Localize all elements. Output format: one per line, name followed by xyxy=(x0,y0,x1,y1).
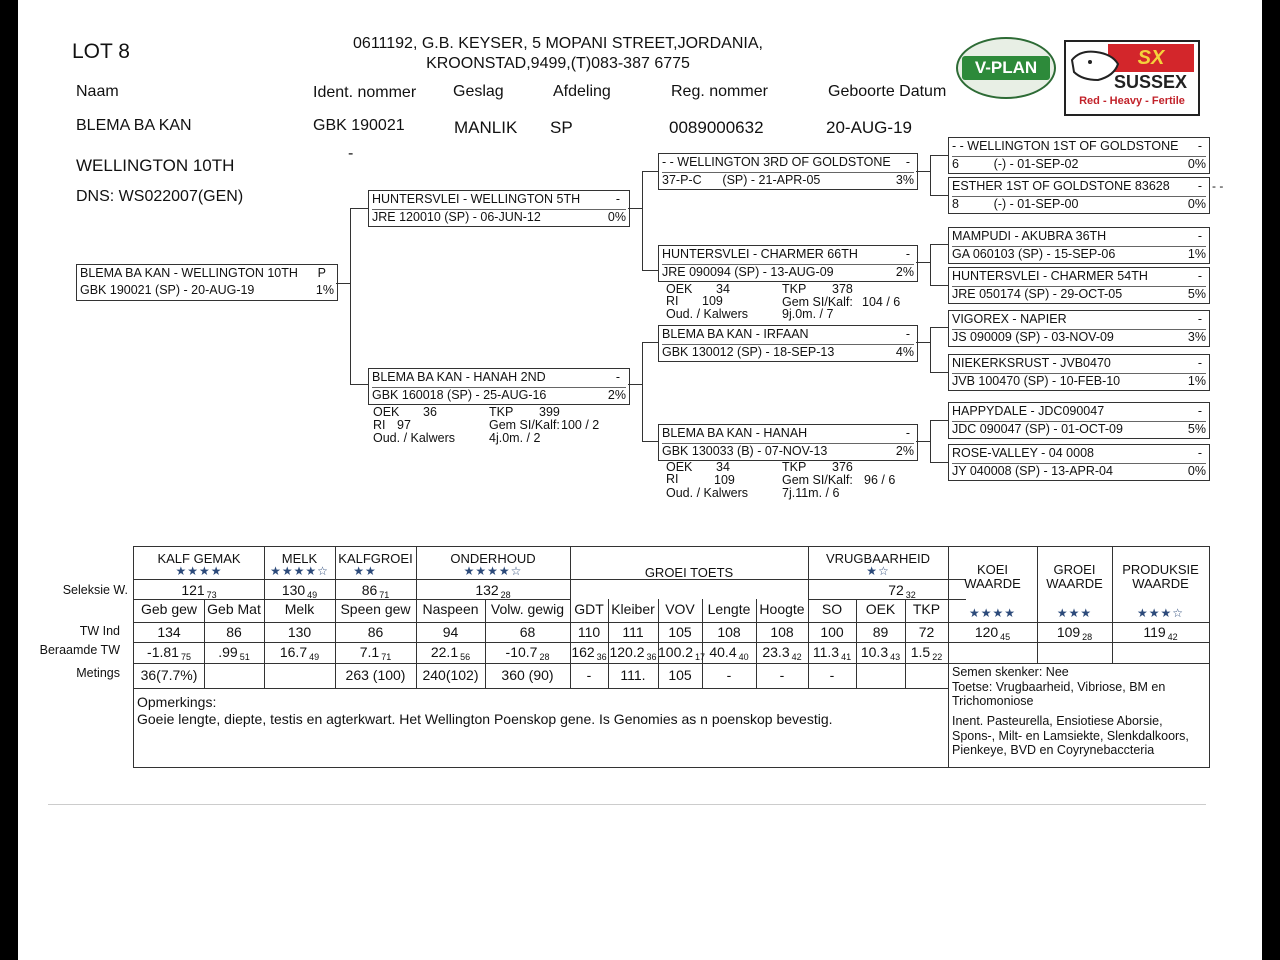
pedigree-flag: - xyxy=(905,426,910,440)
pedigree-info: JS 090009 (SP) - 03-NOV-09 xyxy=(952,330,1114,344)
tw-ind-cell: 68 xyxy=(519,624,536,640)
beraamde-tw-cell: 22.1 $_{56}$ xyxy=(430,644,471,662)
column-header: OEK xyxy=(865,601,896,617)
pedigree-flag: - xyxy=(615,370,620,384)
produksie-waarde-label-1: PRODUKSIE xyxy=(1122,562,1199,577)
pedigree-pct: 3% xyxy=(1187,330,1206,344)
pedigree-dam-dam xyxy=(658,424,918,461)
stars-koei-waarde-icon: ★★★★ xyxy=(968,606,1017,620)
note-semen: Semen skenker: Nee xyxy=(952,665,1069,679)
note-toetse-2: Trichomoniose xyxy=(952,694,1034,708)
pedigree-name: HAPPYDALE - JDC090047 xyxy=(952,404,1105,418)
stars-groei-waarde-icon: ★★★ xyxy=(1056,606,1093,620)
group-groei-toets: GROEI TOETS xyxy=(644,565,734,580)
owner-line-1: 0611192, G.B. KEYSER, 5 MOPANI STREET,JORDANIA, xyxy=(353,35,763,52)
group-onderhoud: ONDERHOUD xyxy=(450,551,536,566)
pedigree-info: JRE 120010 (SP) - 06-JUN-12 xyxy=(372,210,541,224)
tw-ind-cell: 111 xyxy=(622,624,644,640)
pedigree-flag: - xyxy=(1197,179,1202,193)
opmerkings-label: Opmerkings: xyxy=(137,694,217,710)
pedigree-pct: 2% xyxy=(607,388,626,402)
owner-line-2: KROONSTAD,9499,(T)083-387 6775 xyxy=(426,55,690,72)
pedigree-pct: 1% xyxy=(1187,374,1206,388)
stars-melk-icon: ★★★★☆ xyxy=(270,564,329,578)
pedigree-flag: - xyxy=(905,327,910,341)
stat-label: Gem SI/Kalf: xyxy=(782,473,853,487)
sel-melk: 130 $_{49}$ xyxy=(281,582,318,600)
koei-waarde-label-2: WAARDE xyxy=(964,576,1021,591)
pedigree-g3-6 xyxy=(948,354,1210,391)
sussex-logo xyxy=(1064,40,1200,116)
pedigree-g3-2 xyxy=(948,177,1210,214)
produksie-waarde-label-2: WAARDE xyxy=(1132,576,1189,591)
stat-value: 109 xyxy=(702,294,723,308)
pedigree-pct: 0% xyxy=(1187,157,1206,171)
tw-ind-cell: 94 xyxy=(442,624,459,640)
column-header: SO xyxy=(821,601,843,617)
header-naam: Naam xyxy=(76,83,119,100)
pedigree-name: BLEMA BA KAN - HANAH xyxy=(662,426,808,440)
header-afdeling: Afdeling xyxy=(553,83,611,100)
note-inent-3: Pienkeye, BVD en Coyrynebaccteria xyxy=(952,743,1155,757)
tw-ind-cell: 134 xyxy=(157,624,181,640)
stat-label: OEK xyxy=(666,460,693,474)
note-inent-1: Inent. Pasteurella, Ensiotiese Aborsie, xyxy=(952,714,1163,728)
pedigree-name: MAMPUDI - AKUBRA 36TH xyxy=(952,229,1107,243)
column-header: Naspeen xyxy=(422,601,479,617)
pedigree-g3-1 xyxy=(948,137,1210,174)
pedigree-dam-sire xyxy=(658,325,918,362)
column-header: Volw. gewig xyxy=(490,601,565,617)
pedigree-name: HUNTERSVLEI - CHARMER 54TH xyxy=(952,269,1148,283)
pedigree-name: NIEKERKSRUST - JVB0470 xyxy=(952,356,1111,370)
tw-ind-cell: 108 xyxy=(717,624,741,640)
pedigree-name: - - WELLINGTON 3RD OF GOLDSTONE xyxy=(662,155,891,169)
column-header: Lengte xyxy=(707,601,751,617)
pedigree-flag: - xyxy=(905,155,910,169)
stat-value: 399 xyxy=(539,405,560,419)
pedigree-pct: 5% xyxy=(1187,422,1206,436)
beraamde-tw-cell: .99 $_{51}$ xyxy=(218,644,250,662)
stat-label: Oud. / Kalwers xyxy=(373,431,455,445)
column-header: Kleiber xyxy=(611,601,655,617)
pedigree-info: JVB 100470 (SP) - 10-FEB-10 xyxy=(952,374,1121,388)
tw-ind-cell: 130 xyxy=(287,624,312,640)
column-header: GDT xyxy=(574,601,604,617)
sel-vrugbaarheid: 72 $_{32}$ xyxy=(888,582,916,600)
stat-value: 97 xyxy=(397,418,411,432)
pedigree-pct: 4% xyxy=(895,345,914,359)
tw-ind-cell: 110 xyxy=(577,624,601,640)
sussex-tagline: Red - Heavy - Fertile xyxy=(1079,95,1185,107)
sale-catalogue-page xyxy=(18,0,1262,960)
stat-value: 9j.0m. / 7 xyxy=(782,307,834,321)
pedigree-flag: - xyxy=(1197,139,1202,153)
animal-naam: BLEMA BA KAN xyxy=(76,117,192,134)
beraamde-tw-cell: 120.2 $_{36}$ xyxy=(609,644,657,662)
column-header: Melk xyxy=(284,601,315,617)
pedigree-g3-7 xyxy=(948,402,1210,439)
stat-label: OEK xyxy=(666,282,693,296)
beraamde-tw-cell: 16.7 $_{49}$ xyxy=(279,644,320,662)
beraamde-tw-cell: 7.1 $_{71}$ xyxy=(359,644,392,662)
header-ident: Ident. nommer xyxy=(313,84,417,101)
vplan-logo-text: V-PLAN xyxy=(962,56,1050,80)
pedigree-name: BLEMA BA KAN - IRFAAN xyxy=(662,327,809,341)
koei-waarde-tw: 120 $_{45}$ xyxy=(974,624,1011,642)
opmerkings-text: Goeie lengte, diepte, testis en agterkwart. Het Wellington Poenskop gene. Is Genomies as n poenskop bevestig. xyxy=(137,711,833,727)
stars-produksie-waarde-icon: ★★★☆ xyxy=(1136,606,1185,620)
stat-label: Gem SI/Kalf: xyxy=(782,295,853,309)
sel-kalfgroei: 86 $_{71}$ xyxy=(361,582,390,600)
pedigree-info: JDC 090047 (SP) - 01-OCT-09 xyxy=(952,422,1123,436)
pedigree-info: 6 (-) - 01-SEP-02 xyxy=(952,157,1079,171)
stat-label: TKP xyxy=(782,460,807,474)
bottom-divider xyxy=(48,804,1206,805)
pedigree-info: JRE 090094 (SP) - 13-AUG-09 xyxy=(662,265,834,279)
row-label-beraamde-tw: Beraamde TW xyxy=(39,643,120,657)
tw-ind-cell: 86 xyxy=(367,624,384,640)
stat-label: TKP xyxy=(489,405,514,419)
pedigree-flag: - xyxy=(1197,356,1202,370)
pedigree-pct: 2% xyxy=(895,444,914,458)
pedigree-info: 8 (-) - 01-SEP-00 xyxy=(952,197,1079,211)
beraamde-tw-cell: 162 $_{36}$ xyxy=(571,644,607,662)
produksie-waarde-tw: 119 $_{42}$ xyxy=(1143,624,1178,642)
tw-ind-cell: 108 xyxy=(770,624,794,640)
metings-cell: 263 (100) xyxy=(345,667,406,683)
animal-ident: GBK 190021 xyxy=(313,117,405,134)
pedigree-sire-dam xyxy=(658,245,918,282)
pedigree-flag: - xyxy=(615,192,620,206)
stat-value: 4j.0m. / 2 xyxy=(489,431,541,445)
metings-cell: 360 (90) xyxy=(501,667,554,683)
groei-waarde-tw: 109 $_{28}$ xyxy=(1056,624,1093,642)
tw-ind-cell: 105 xyxy=(668,624,692,640)
note-toetse-1: Toetse: Vrugbaarheid, Vibriose, BM en xyxy=(952,680,1166,694)
pedigree-pct: 0% xyxy=(1187,197,1206,211)
stat-value: 100 / 2 xyxy=(561,418,600,432)
stat-label: Gem SI/Kalf: xyxy=(489,418,560,432)
header-geboorte: Geboorte Datum xyxy=(828,83,947,100)
stat-value: 104 / 6 xyxy=(862,295,901,309)
groei-waarde-label-1: GROEI xyxy=(1053,562,1096,577)
sel-onderhoud: 132 $_{28}$ xyxy=(475,582,511,600)
metings-cell: 105 xyxy=(668,667,692,683)
lot-number: LOT 8 xyxy=(72,40,130,63)
stat-value: 34 xyxy=(716,460,730,474)
pedigree-g3-8 xyxy=(948,444,1210,481)
header-reg: Reg. nommer xyxy=(671,83,768,100)
metings-cell: - xyxy=(779,667,785,683)
pedigree-name: BLEMA BA KAN - HANAH 2ND xyxy=(372,370,546,384)
animal-ident-dash: - xyxy=(348,145,354,162)
animal-afdeling: SP xyxy=(550,118,573,137)
pedigree-name: ESTHER 1ST OF GOLDSTONE 83628 xyxy=(952,179,1170,193)
beraamde-tw-cell: 40.4 $_{40}$ xyxy=(709,644,749,662)
stat-value: 378 xyxy=(832,282,853,296)
animal-name-big: WELLINGTON 10TH xyxy=(76,156,235,175)
pedigree-flag: P xyxy=(317,266,326,280)
pedigree-name: BLEMA BA KAN - WELLINGTON 10TH xyxy=(80,266,298,280)
pedigree-sire xyxy=(368,190,630,227)
pedigree-g3-4 xyxy=(948,267,1210,304)
beraamde-tw-cell: 1.5 $_{22}$ xyxy=(910,644,943,662)
metings-cell: 36(7.7%) xyxy=(140,667,198,683)
metings-cell: - xyxy=(726,667,732,683)
stat-value: 96 / 6 xyxy=(864,473,896,487)
beraamde-tw-cell: 10.3 $_{43}$ xyxy=(860,644,901,662)
stars-kalfgroei-icon: ★★ xyxy=(353,564,377,578)
pedigree-sire-sire xyxy=(658,153,918,190)
sussex-logo-text: SUSSEX xyxy=(1114,72,1188,92)
animal-geslag: MANLIK xyxy=(454,118,518,137)
groei-waarde-label-2: WAARDE xyxy=(1046,576,1103,591)
pedigree-pct: 2% xyxy=(895,265,914,279)
pedigree-name: ROSE-VALLEY - 04 0008 xyxy=(952,446,1094,460)
tw-ind-cell: 72 xyxy=(918,624,935,640)
pedigree-name: HUNTERSVLEI - CHARMER 66TH xyxy=(662,247,858,261)
beraamde-tw-cell: -10.7 $_{28}$ xyxy=(505,644,550,662)
stat-label: RI xyxy=(666,472,679,486)
animal-reg: 0089000632 xyxy=(669,118,764,137)
group-melk: MELK xyxy=(281,551,318,566)
stat-label: OEK xyxy=(373,405,400,419)
metings-cell: - xyxy=(586,667,592,683)
metings-cell: 111. xyxy=(620,667,646,683)
pedigree-g3-5 xyxy=(948,310,1210,347)
stat-label: TKP xyxy=(782,282,807,296)
pedigree-flag: - xyxy=(1197,269,1202,283)
pedigree-info: 37-P-C (SP) - 21-APR-05 xyxy=(662,173,821,187)
pedigree-info: GBK 130033 (B) - 07-NOV-13 xyxy=(662,444,828,458)
tw-ind-cell: 100 xyxy=(820,624,844,640)
dam-stats xyxy=(373,406,623,446)
group-vrugbaarheid: VRUGBAARHEID xyxy=(825,551,931,566)
pedigree-name: - - WELLINGTON 1ST OF GOLDSTONE xyxy=(952,139,1179,153)
beraamde-tw-cell: 100.2 $_{17}$ xyxy=(658,644,706,662)
column-header: Speen gew xyxy=(340,601,411,617)
pedigree-flag: - xyxy=(1197,404,1202,418)
pedigree-name: HUNTERSVLEI - WELLINGTON 5TH xyxy=(372,192,581,206)
column-header: Hoogte xyxy=(759,601,805,617)
tw-ind-cell: 89 xyxy=(872,624,889,640)
stat-label: RI xyxy=(373,418,386,432)
stars-vrugbaarheid-icon: ★☆ xyxy=(866,564,890,578)
stat-label: Oud. / Kalwers xyxy=(666,307,748,321)
stat-value: 109 xyxy=(714,473,735,487)
beraamde-tw-cell: 11.3 $_{41}$ xyxy=(812,644,852,662)
header-geslag: Geslag xyxy=(453,83,504,100)
stat-label: Oud. / Kalwers xyxy=(666,486,748,500)
stars-onderhoud-icon: ★★★★☆ xyxy=(463,564,523,578)
pedigree-flag: - xyxy=(1197,446,1202,460)
tw-ind-cell: 86 xyxy=(226,624,242,640)
row-label-metings: Metings xyxy=(76,666,120,680)
beraamde-tw-cell: 23.3 $_{42}$ xyxy=(762,644,802,662)
note-inent-2: Spons-, Milt- en Lamsiekte, Slenkdalkoors, xyxy=(952,729,1189,743)
vplan-logo xyxy=(956,37,1056,99)
animal-geboorte: 20-AUG-19 xyxy=(826,118,912,137)
column-header: Geb gew xyxy=(140,601,198,617)
group-kalf-gemak: KALF GEMAK xyxy=(157,551,241,566)
pedigree-info: GBK 130012 (SP) - 18-SEP-13 xyxy=(662,345,835,359)
column-header: Geb Mat xyxy=(207,601,261,617)
stat-value: 7j.11m. / 6 xyxy=(782,486,840,500)
metings-cell: 240(102) xyxy=(422,667,479,683)
koei-waarde-label-1: KOEI xyxy=(976,562,1009,577)
pedigree-name: VIGOREX - NAPIER xyxy=(952,312,1067,326)
pedigree-g3-3 xyxy=(948,227,1210,264)
pedigree-dam xyxy=(368,368,630,405)
pedigree-info: JY 040008 (SP) - 13-APR-04 xyxy=(952,464,1113,478)
column-header: TKP xyxy=(912,601,941,617)
stars-kalf-gemak-icon: ★★★★ xyxy=(175,564,223,578)
g3-extra-dashes: - - xyxy=(1212,179,1224,193)
pedigree-info: JRE 050174 (SP) - 29-OCT-05 xyxy=(952,287,1123,301)
pedigree-self xyxy=(76,264,338,301)
pedigree-pct: 1% xyxy=(1187,247,1206,261)
animal-dns: DNS: WS022007(GEN) xyxy=(76,188,244,205)
sussex-sx-mark: SX xyxy=(1108,44,1194,72)
pedigree-flag: - xyxy=(1197,312,1202,326)
dam-dam-stats xyxy=(666,461,916,501)
pedigree-pct: 0% xyxy=(607,210,626,224)
breeding-values-table xyxy=(133,546,1210,768)
stat-label: RI xyxy=(666,294,679,308)
pedigree-info: GBK 190021 (SP) - 20-AUG-19 xyxy=(80,283,255,297)
beraamde-tw-cell: -1.81 $_{75}$ xyxy=(147,644,191,662)
sire-dam-stats xyxy=(666,283,916,323)
pedigree-pct: 5% xyxy=(1187,287,1206,301)
pedigree-flag: - xyxy=(905,247,910,261)
stat-value: 36 xyxy=(423,405,437,419)
pedigree-pct: 1% xyxy=(315,283,334,297)
row-label-seleksie: Seleksie W. xyxy=(62,583,128,597)
metings-cell: - xyxy=(829,667,835,683)
column-header: VOV xyxy=(665,601,695,617)
group-kalfgroei: KALFGROEI xyxy=(338,551,413,566)
pedigree-pct: 3% xyxy=(895,173,914,187)
pedigree-pct: 0% xyxy=(1187,464,1206,478)
pedigree-info: GBK 160018 (SP) - 25-AUG-16 xyxy=(372,388,547,402)
sel-kalf-gemak: 121 $_{73}$ xyxy=(181,582,217,600)
stat-value: 34 xyxy=(716,282,730,296)
pedigree-flag: - xyxy=(1197,229,1202,243)
pedigree-info: GA 060103 (SP) - 15-SEP-06 xyxy=(952,247,1116,261)
stat-value: 376 xyxy=(832,460,853,474)
row-label-tw-ind: TW Ind xyxy=(79,624,120,638)
